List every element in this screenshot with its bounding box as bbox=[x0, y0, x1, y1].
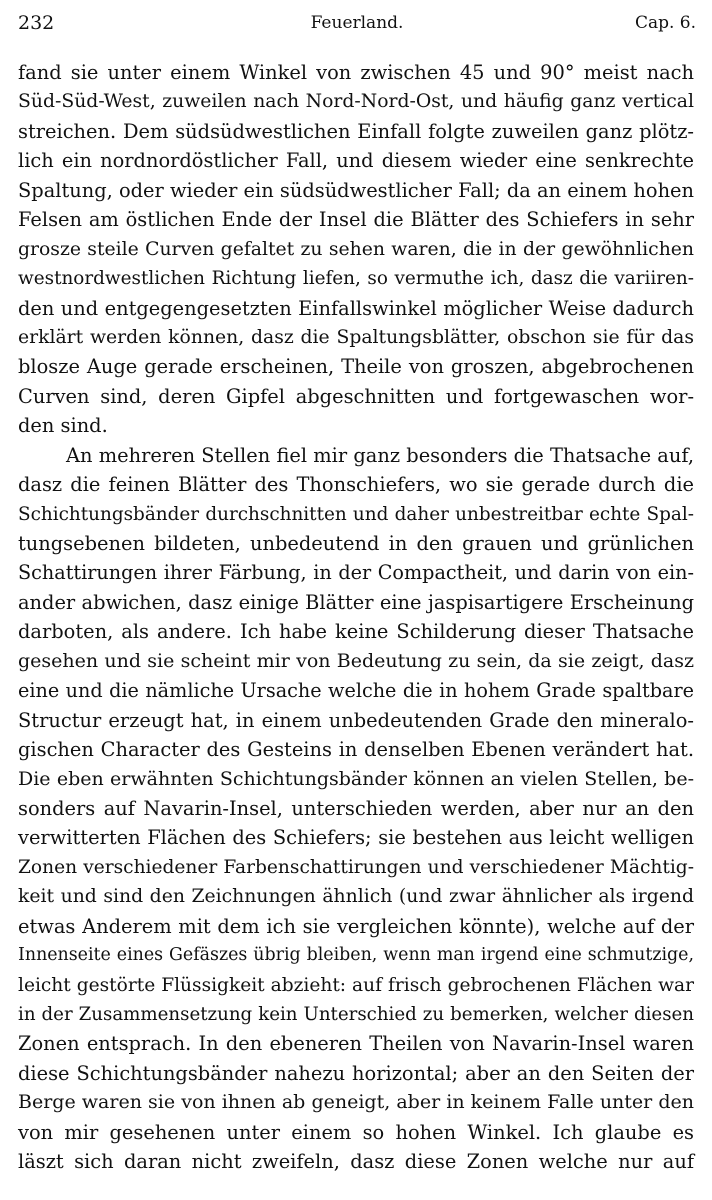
text-line: Berge waren sie von ihnen ab geneigt, aber in keinem Falle unter den bbox=[18, 1091, 694, 1114]
text-line: fand sie unter einem Winkel von zwischen 45 und 90° meist nach bbox=[18, 61, 694, 84]
text-line: dasz die feinen Blätter des Thonschiefers, wo sie gerade durch die bbox=[18, 473, 694, 497]
text-line: keit und sind den Zeichnungen ähnlich (und zwar ähnlicher als irgend bbox=[18, 886, 694, 908]
text-line: erklärt werden können, dasz die Spaltungsblätter, obschon sie für das bbox=[18, 326, 694, 348]
text-line: darboten, als andere. Ich habe keine Schilderung dieser Thatsache bbox=[18, 620, 694, 644]
text-line: lich ein nordnordöstlicher Fall, und diesem wieder eine senkrechte bbox=[18, 149, 694, 173]
text-line: tungsebenen bildeten, unbedeutend in den grauen und grünlichen bbox=[18, 532, 694, 555]
chapter-label: Cap. 6. bbox=[634, 13, 696, 33]
text-line: blosze Auge gerade erscheinen, Theile von groszen, abgebrochenen bbox=[18, 355, 694, 379]
text-line: ander abwichen, dasz einige Blätter eine jaspisartigere Erscheinung bbox=[18, 590, 694, 614]
text-line: diese Schichtungsbänder nahezu horizontal; aber an den Seiten der bbox=[18, 1061, 694, 1085]
text-line: Schattirungen ihrer Färbung, in der Compactheit, und darin von ein- bbox=[18, 561, 694, 585]
paragraph bbox=[18, 441, 694, 1177]
text-line: westnordwestlichen Richtung liefen, so vermuthe ich, dasz die variiren- bbox=[18, 268, 694, 290]
text-line: gesehen und sie scheint mir von Bedeutung zu sein, da sie zeigt, dasz bbox=[18, 649, 694, 672]
text-line: Curven sind, deren Gipfel abgeschnitten und fortgewaschen wor- bbox=[18, 384, 694, 408]
text-line: Felsen am östlichen Ende der Insel die Blätter des Schiefers in sehr bbox=[18, 208, 694, 232]
text-line: Zonen verschiedener Farbenschattirungen und verschiedener Mächtig- bbox=[18, 856, 694, 878]
text-line: Schichtungsbänder durchschnitten und daher unbestreitbar echte Spal- bbox=[18, 503, 694, 525]
page-number: 232 bbox=[18, 12, 55, 34]
text-line: Structur erzeugt hat, in einem unbedeutenden Grade den mineralo- bbox=[18, 708, 694, 732]
text-line: den und entgegengesetzten Einfallswinkel möglicher Weise dadurch bbox=[18, 296, 694, 320]
text-line: sonders auf Navarin-Insel, unterschieden werden, aber nur an den bbox=[18, 796, 694, 820]
text-line: Süd-Süd-West, zuweilen nach Nord-Nord-Ost, und häufig ganz vertical bbox=[18, 91, 694, 113]
running-title: Feuerland. bbox=[310, 13, 404, 33]
text-line: Innenseite eines Gefäszes übrig bleiben, wenn man irgend eine schmutzige, bbox=[18, 945, 694, 966]
text-line: von mir gesehenen unter einem so hohen Winkel. Ich glaube es bbox=[18, 1120, 694, 1144]
body-text bbox=[18, 58, 694, 1177]
text-line: eine und die nämliche Ursache welche die in hohem Grade spaltbare bbox=[18, 679, 694, 703]
page-header bbox=[18, 10, 696, 36]
text-line: gischen Character des Gesteins in denselben Ebenen verändert hat. bbox=[18, 738, 694, 762]
text-line: den sind. bbox=[18, 414, 108, 438]
text-line: verwitterten Flächen des Schiefers; sie bestehen aus leicht welligen bbox=[18, 826, 694, 850]
text-line: Die eben erwähnten Schichtungsbänder können an vielen Stellen, be- bbox=[18, 767, 694, 790]
text-line: leicht gestörte Flüssigkeit abzieht: auf frisch gebrochenen Flächen war bbox=[18, 974, 694, 996]
text-line: läszt sich daran nicht zweifeln, dasz diese Zonen welche nur auf bbox=[18, 1150, 694, 1174]
text-line: An mehreren Stellen fiel mir ganz besonders die Thatsache auf, bbox=[66, 443, 694, 467]
text-line: etwas Anderem mit dem ich sie vergleichen könnte), welche auf der bbox=[18, 914, 694, 938]
text-line: Spaltung, oder wieder ein südsüdwestlicher Fall; da an einem hohen bbox=[18, 178, 695, 202]
text-line: Zonen entsprach. In den ebeneren Theilen von Navarin-Insel waren bbox=[18, 1032, 694, 1056]
text-line: streichen. Dem südsüdwestlichen Einfall folgte zuweilen ganz plötz- bbox=[18, 119, 694, 143]
text-line: in der Zusammensetzung kein Unterschied zu bemerken, welcher diesen bbox=[18, 1004, 694, 1025]
text-line: grosze steile Curven gefaltet zu sehen waren, die in der gewöhnlichen bbox=[18, 238, 694, 260]
paragraph-continued bbox=[18, 58, 694, 441]
